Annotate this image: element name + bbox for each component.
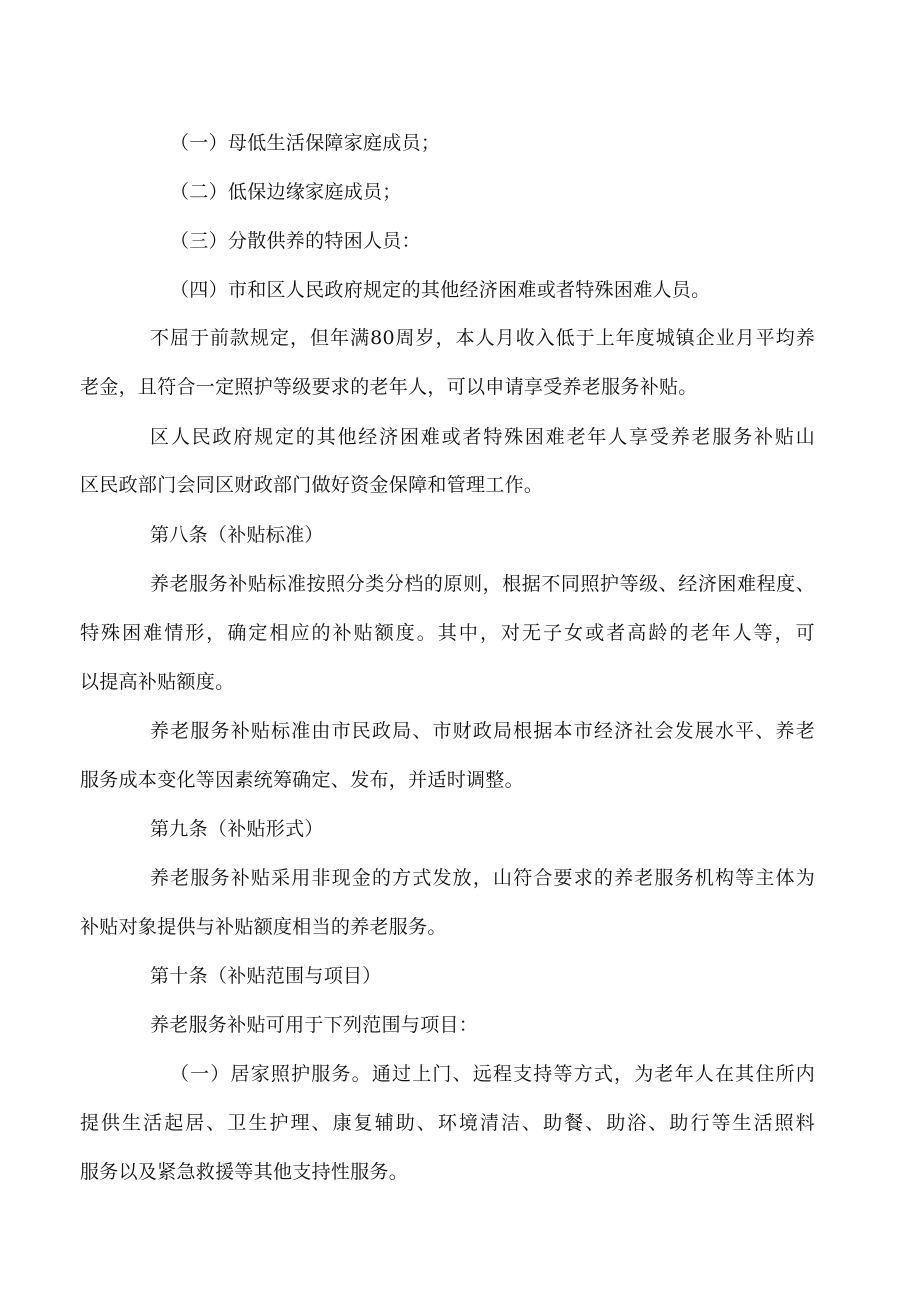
paragraph-line: 老金，且符合一定照护等级要求的老年人，可以申请享受养老服务补贴。 xyxy=(80,376,698,398)
paragraph-line: 不屈于前款规定，但年满80周岁，本人月收入低于上年度城镇企业月平均养 xyxy=(150,327,815,349)
article-heading-9: 第九条（补贴形式） xyxy=(150,818,324,840)
article-heading-8: 第八条（补贴标准） xyxy=(150,524,324,546)
list-item-2: （二）低保边缘家庭成员； xyxy=(170,181,402,203)
paragraph-line: 服务以及紧急救援等其他支持性服务。 xyxy=(80,1161,409,1183)
paragraph-line: 养老服务补贴标准按照分类分档的原则，根据不同照护等级、经济困难程度、 xyxy=(150,573,815,595)
paragraph-line: 补贴对象提供与补贴额度相当的养老服务。 xyxy=(80,916,447,938)
list-item-1: （一）母低生活保障家庭成员； xyxy=(170,132,441,154)
paragraph-line: 服务成本变化等因素统筹确定、发布，并适时调整。 xyxy=(80,769,524,791)
list-item-4: （四）市和区人民政府规定的其他经济困难或者特殊困难人员。 xyxy=(170,279,711,301)
paragraph-line: 养老服务补贴可用于下列范围与项目： xyxy=(150,1014,479,1036)
paragraph-line: 特殊困难情形，确定相应的补贴额度。其中，对无子女或者高龄的老年人等，可 xyxy=(80,622,815,644)
paragraph-line: 区民政部门会同区财政部门做好资金保障和管理工作。 xyxy=(80,474,544,496)
paragraph-line: 区人民政府规定的其他经济困难或者特殊困难老年人享受养老服务补贴山 xyxy=(150,426,815,448)
paragraph-line: 提供生活起居、卫生护理、康复辅助、环境清洁、助餐、助浴、助行等生活照料 xyxy=(80,1112,815,1134)
article-heading-10: 第十条（补贴范围与项目） xyxy=(150,965,382,987)
paragraph-line: 以提高补贴额度。 xyxy=(80,671,235,693)
paragraph-line: 养老服务补贴标准由市民政局、市财政局根据本市经济社会发展水平、养老 xyxy=(150,720,815,742)
paragraph-line: 养老服务补贴采用非现金的方式发放，山符合要求的养老服务机构等主体为 xyxy=(150,867,815,889)
list-item-3: （三）分散供养的特困人员： xyxy=(170,230,421,252)
paragraph-line: （一）居家照护服务。通过上门、远程支持等方式，为老年人在其住所内 xyxy=(170,1063,815,1085)
